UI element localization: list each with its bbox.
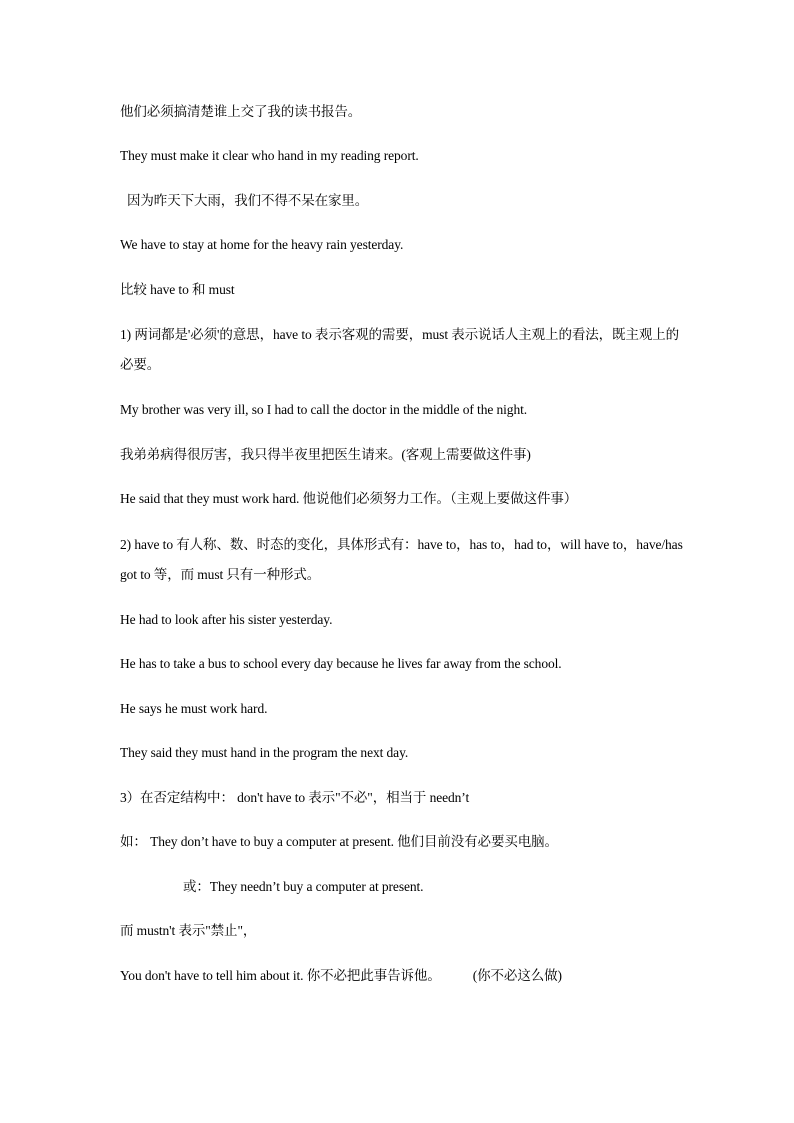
text-line-19	[120, 967, 690, 985]
text-line-3: 因为昨天下大雨，我们不得不呆在家里。	[127, 193, 369, 208]
text-line-7: My brother was very ill, so I had to call the doctor in the middle of the night.	[120, 402, 528, 417]
text-line-1: 他们必须搞清楚谁上交了我的读书报告。	[120, 104, 362, 119]
text-line-12: He has to take a bus to school every day because he lives far away from the school.	[120, 656, 562, 671]
text-line-5: 比较 have to 和 must	[120, 282, 235, 297]
text-line-14: They said they must hand in the program the next day.	[120, 745, 409, 760]
text-line-19-main: You don't have to tell him about it. 你不必把此事告诉他。	[120, 968, 441, 983]
text-line-2: They must make it clear who hand in my reading report.	[120, 148, 419, 163]
text-line-6: 1) 两词都是'必须'的意思，have to 表示客观的需要，must 表示说话人主观上的看法，既主观上的必要。	[120, 327, 680, 372]
text-line-10: 2) have to 有人称、数、时态的变化，具体形式有：have to，has to，had to，will have to，have/has got to 等，而 must 只有一种形式。	[120, 537, 683, 582]
text-line-18: 而 mustn't 表示"禁止"，	[120, 923, 257, 938]
text-line-15: 3）在否定结构中： don't have to 表示"不必"，相当于 needn’t	[120, 790, 470, 805]
text-line-11: He had to look after his sister yesterday.	[120, 612, 333, 627]
text-line-4: We have to stay at home for the heavy rain yesterday.	[120, 237, 404, 252]
text-line-9: He said that they must work hard. 他说他们必须努力工作。（主观上要做这件事）	[120, 491, 578, 506]
text-line-8: 我弟弟病得很厉害，我只得半夜里把医生请来。(客观上需要做这件事)	[120, 447, 531, 462]
text-line-13: He says he must work hard.	[120, 701, 268, 716]
text-line-17: 或：They needn’t buy a computer at present.	[183, 879, 424, 894]
text-line-19-note: (你不必这么做)	[472, 968, 562, 983]
text-line-16: 如： They don’t have to buy a computer at present. 他们目前没有必要买电脑。	[120, 834, 558, 849]
